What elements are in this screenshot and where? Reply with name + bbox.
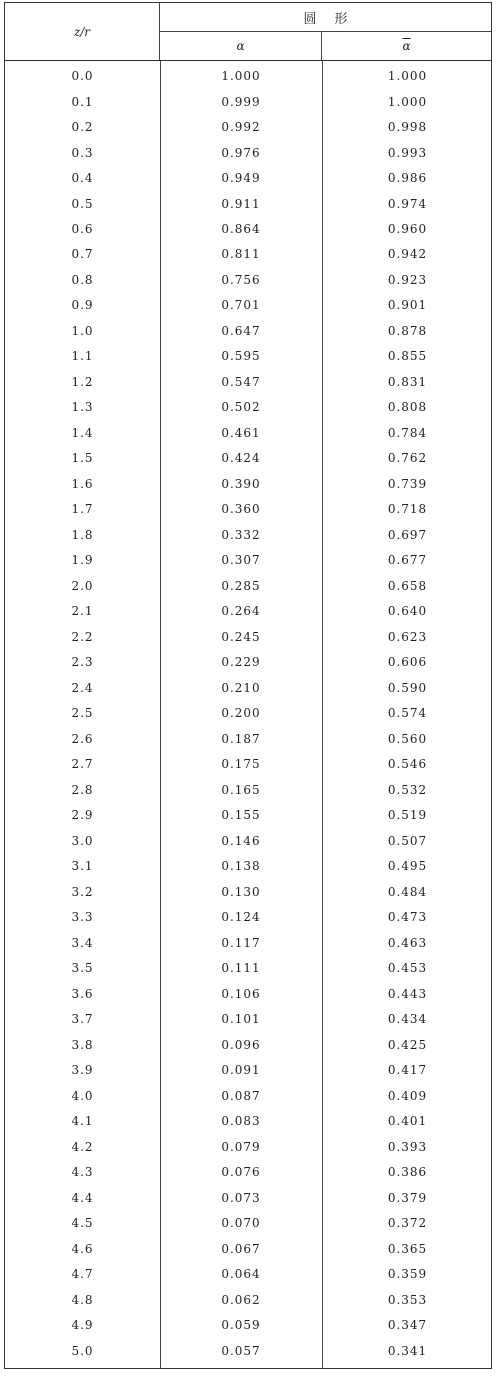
table-row [5,244,491,264]
cell-alpha-bar: 0.365 [387,1241,428,1256]
cell-zr: 2.8 [71,782,94,797]
cell-alpha: 0.064 [221,1267,261,1281]
table-row [5,805,491,825]
table-row [5,1290,491,1310]
cell-alpha: 0.076 [221,1165,261,1180]
cell-zr: 1.8 [71,527,94,542]
cell-zr: 1.9 [71,553,94,568]
table-row [5,168,491,188]
cell-alpha-bar: 0.974 [387,196,428,211]
cell-zr: 0.1 [71,94,94,109]
table-row [5,499,491,519]
cell-alpha: 0.200 [221,706,261,721]
cell-zr: 1.7 [71,502,94,517]
cell-alpha-bar: 0.379 [387,1190,428,1205]
table-row [5,1341,491,1361]
cell-alpha-bar: 0.495 [387,859,428,874]
cell-alpha: 0.187 [221,731,261,746]
cell-alpha: 0.096 [221,1037,261,1052]
cell-alpha: 0.229 [221,655,261,670]
header-alpha-bar [322,32,491,60]
cell-alpha-bar: 0.473 [387,910,428,925]
cell-alpha: 0.091 [221,1063,261,1078]
table-row [5,780,491,800]
cell-alpha: 0.117 [221,935,261,950]
cell-zr: 1.2 [71,374,94,389]
cell-alpha: 0.073 [221,1190,261,1205]
cell-alpha-bar: 0.443 [387,986,428,1001]
cell-alpha: 0.245 [221,629,261,644]
cell-alpha: 0.101 [221,1012,261,1027]
cell-alpha: 0.547 [221,374,261,389]
cell-alpha: 0.087 [221,1088,261,1103]
cell-alpha: 0.062 [221,1292,261,1307]
cell-alpha-bar: 0.463 [387,935,428,950]
cell-zr: 4.9 [71,1318,94,1332]
table-row [5,984,491,1004]
cell-alpha-bar: 0.960 [387,221,428,236]
cell-zr: 4.1 [71,1114,94,1129]
cell-alpha-bar: 0.507 [387,833,428,848]
header-group-circular: 圆形 [160,3,491,32]
table-row [5,1086,491,1106]
cell-zr: 0.2 [71,120,94,134]
cell-alpha: 0.264 [221,604,261,619]
cell-alpha: 0.083 [221,1114,261,1129]
cell-zr: 2.7 [71,757,94,772]
table-row [5,550,491,570]
cell-alpha-bar: 0.359 [387,1267,428,1281]
table-row [5,601,491,621]
cell-alpha-bar: 0.640 [387,604,428,619]
cell-zr: 1.0 [71,323,94,338]
cell-zr: 1.3 [71,400,94,415]
cell-alpha-bar: 0.372 [387,1216,428,1231]
table-row [5,1060,491,1080]
cell-alpha-bar: 0.697 [387,527,428,542]
cell-alpha: 0.424 [221,451,261,466]
cell-alpha: 0.390 [221,476,261,491]
cell-zr: 1.1 [71,349,94,364]
table-row [5,194,491,214]
cell-zr: 4.4 [71,1190,94,1205]
cell-alpha: 0.057 [221,1343,261,1358]
cell-alpha: 0.138 [221,859,261,874]
table-row [5,703,491,723]
cell-zr: 1.5 [71,451,94,466]
cell-alpha: 0.124 [221,910,261,925]
table-row [5,856,491,876]
table-row [5,92,491,112]
table-row [5,270,491,290]
cell-alpha-bar: 1.000 [387,69,428,83]
cell-alpha: 0.067 [221,1241,261,1256]
table-row [5,1009,491,1029]
cell-zr: 3.8 [71,1037,94,1052]
table-row [5,1264,491,1284]
cell-zr: 3.3 [71,910,94,925]
cell-zr: 4.7 [71,1267,94,1281]
table-row [5,576,491,596]
cell-zr: 3.1 [71,859,94,874]
cell-alpha: 0.106 [221,986,261,1001]
cell-zr: 4.2 [71,1139,94,1154]
table-row [5,1137,491,1157]
table-row [5,1188,491,1208]
cell-zr: 5.0 [71,1343,94,1358]
table-row [5,958,491,978]
cell-zr: 3.6 [71,986,94,1001]
table-row [5,831,491,851]
table-row [5,729,491,749]
table-row [5,754,491,774]
cell-alpha: 0.502 [221,400,261,415]
cell-alpha-bar: 0.718 [387,502,428,517]
cell-zr: 3.9 [71,1063,94,1078]
cell-alpha-bar: 0.341 [387,1343,428,1358]
table-row [5,1315,491,1335]
table-row [5,117,491,137]
cell-zr: 0.9 [71,298,94,313]
cell-alpha: 0.911 [221,196,261,211]
cell-zr: 4.5 [71,1216,94,1231]
cell-zr: 4.3 [71,1165,94,1180]
cell-alpha: 0.647 [221,323,261,338]
cell-zr: 0.4 [71,171,94,185]
table-row [5,907,491,927]
cell-alpha: 0.461 [221,425,261,440]
header-alpha-bar-label: $\overline{\alpha}$ [402,39,411,53]
cell-alpha: 0.992 [221,120,261,134]
cell-alpha: 0.285 [221,578,261,593]
cell-alpha-bar: 0.434 [387,1012,428,1027]
cell-zr: 4.8 [71,1292,94,1307]
cell-alpha: 0.976 [221,145,261,160]
cell-zr: 2.0 [71,578,94,593]
cell-alpha-bar: 0.425 [387,1037,428,1052]
cell-alpha-bar: 0.606 [387,655,428,670]
cell-zr: 2.6 [71,731,94,746]
cell-alpha-bar: 0.353 [387,1292,428,1307]
cell-alpha: 0.165 [221,782,261,797]
cell-zr: 3.4 [71,935,94,950]
cell-alpha: 0.701 [221,298,261,313]
cell-zr: 3.2 [71,884,94,899]
table-row [5,143,491,163]
cell-alpha: 0.130 [221,884,261,899]
cell-alpha: 0.756 [221,272,261,287]
cell-alpha-bar: 0.623 [387,629,428,644]
cell-alpha-bar: 0.923 [387,272,428,287]
header-alpha: α [160,32,322,60]
cell-zr: 1.4 [71,425,94,440]
cell-zr: 4.6 [71,1241,94,1256]
coefficient-table [4,2,492,1369]
cell-zr: 2.2 [71,629,94,644]
cell-zr: 0.0 [71,69,94,83]
cell-alpha: 0.307 [221,553,261,568]
cell-alpha-bar: 0.993 [387,145,428,160]
cell-alpha-bar: 0.855 [387,349,428,364]
cell-zr: 0.3 [71,145,94,160]
table-row [5,1213,491,1233]
cell-alpha-bar: 0.386 [387,1165,428,1180]
cell-alpha: 0.332 [221,527,261,542]
cell-alpha: 0.111 [221,961,261,976]
cell-alpha-bar: 0.409 [387,1088,428,1103]
table-row [5,652,491,672]
cell-alpha: 0.059 [221,1318,261,1332]
cell-alpha-bar: 0.986 [387,171,428,185]
cell-alpha-bar: 0.762 [387,451,428,466]
cell-zr: 2.9 [71,808,94,823]
table-row [5,678,491,698]
cell-alpha-bar: 0.393 [387,1139,428,1154]
cell-alpha-bar: 0.453 [387,961,428,976]
cell-alpha: 0.999 [221,94,261,109]
cell-alpha-bar: 0.942 [387,247,428,262]
cell-zr: 3.5 [71,961,94,976]
cell-alpha-bar: 0.532 [387,782,428,797]
cell-alpha: 0.595 [221,349,261,364]
cell-alpha: 0.175 [221,757,261,772]
cell-alpha-bar: 0.784 [387,425,428,440]
cell-alpha: 0.146 [221,833,261,848]
table-row [5,346,491,366]
table-row [5,397,491,417]
cell-alpha: 0.949 [221,171,261,185]
cell-alpha-bar: 0.484 [387,884,428,899]
cell-alpha-bar: 0.590 [387,680,428,695]
header-zr: z/r [5,3,160,60]
cell-zr: 0.8 [71,272,94,287]
cell-zr: 0.5 [71,196,94,211]
cell-alpha-bar: 0.998 [387,120,428,134]
cell-zr: 2.1 [71,604,94,619]
cell-zr: 2.4 [71,680,94,695]
cell-alpha: 0.864 [221,221,261,236]
cell-alpha-bar: 0.677 [387,553,428,568]
cell-alpha-bar: 0.901 [387,298,428,313]
table-row [5,295,491,315]
cell-zr: 2.5 [71,706,94,721]
cell-alpha: 0.070 [221,1216,261,1231]
cell-alpha-bar: 0.519 [387,808,428,823]
cell-alpha: 1.000 [221,69,261,83]
table-row [5,321,491,341]
table-row [5,627,491,647]
cell-alpha-bar: 0.401 [387,1114,428,1129]
table-row [5,1035,491,1055]
cell-alpha-bar: 0.574 [387,706,428,721]
cell-alpha-bar: 0.347 [387,1318,428,1332]
table-row [5,372,491,392]
table-row [5,882,491,902]
cell-zr: 2.3 [71,655,94,670]
cell-zr: 3.7 [71,1012,94,1027]
cell-alpha: 0.360 [221,502,261,517]
table-row [5,933,491,953]
table-row [5,1162,491,1182]
table-row [5,423,491,443]
cell-zr: 1.6 [71,476,94,491]
cell-alpha-bar: 0.808 [387,400,428,415]
cell-alpha: 0.811 [221,247,261,262]
table-row [5,1111,491,1131]
cell-alpha: 0.079 [221,1139,261,1154]
table-row [5,448,491,468]
table-row [5,474,491,494]
cell-alpha-bar: 0.878 [387,323,428,338]
table-row [5,1239,491,1259]
cell-alpha-bar: 0.546 [387,757,428,772]
cell-alpha: 0.155 [221,808,261,823]
cell-alpha-bar: 0.658 [387,578,428,593]
cell-zr: 3.0 [71,833,94,848]
table-row [5,219,491,239]
cell-alpha-bar: 1.000 [387,94,428,109]
table-row [5,66,491,86]
cell-alpha-bar: 0.831 [387,374,428,389]
cell-zr: 0.6 [71,221,94,236]
table-header [5,3,491,61]
cell-zr: 0.7 [71,247,94,262]
cell-alpha-bar: 0.560 [387,731,428,746]
cell-alpha-bar: 0.739 [387,476,428,491]
cell-alpha: 0.210 [221,680,261,695]
cell-alpha-bar: 0.417 [387,1063,428,1078]
table-row [5,525,491,545]
cell-zr: 4.0 [71,1088,94,1103]
